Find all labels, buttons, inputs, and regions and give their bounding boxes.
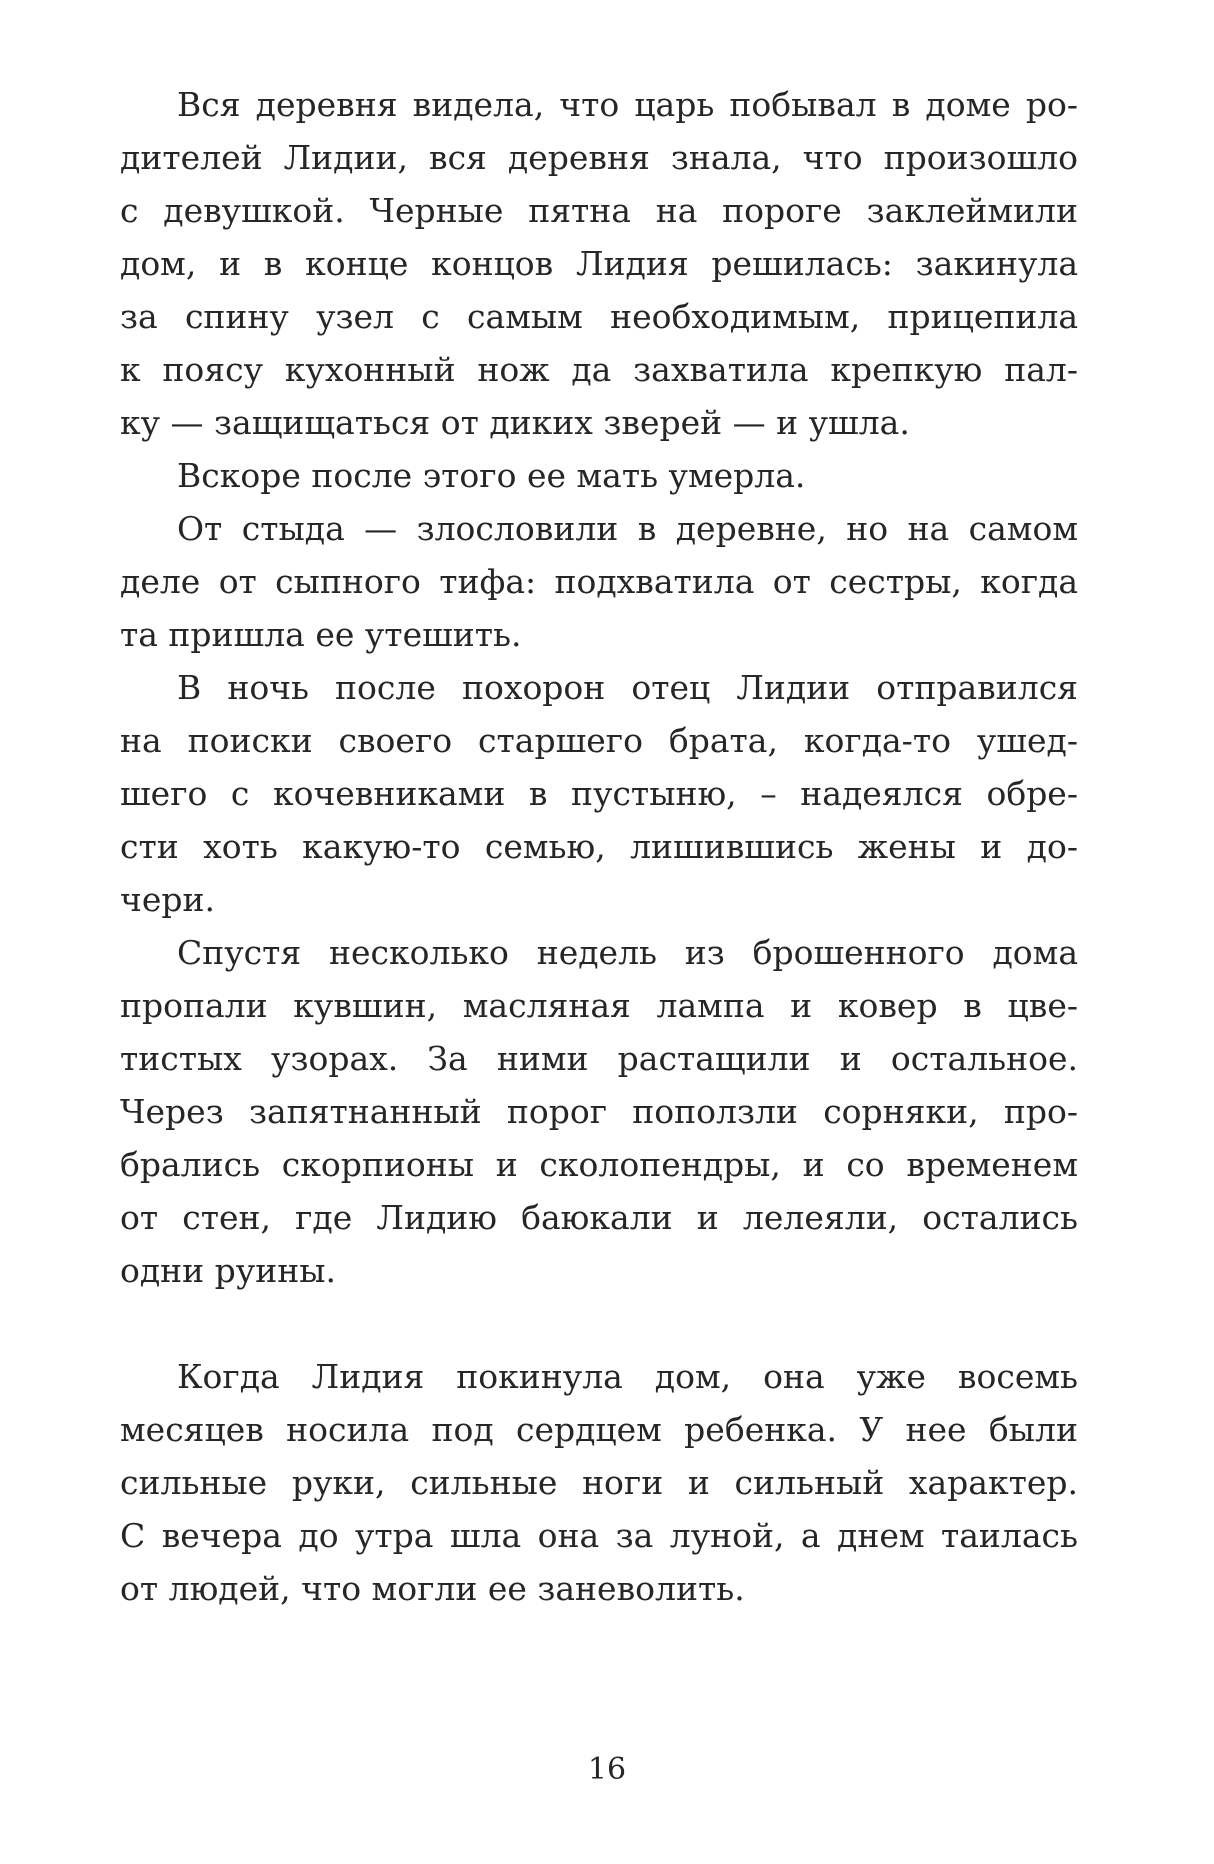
text-line: Вся деревня видела, что царь побывал в доме ро- — [177, 85, 1078, 124]
text-line: Когда Лидия покинула дом, она уже восемь — [177, 1357, 1078, 1396]
paragraph — [120, 502, 1078, 661]
text-line: за спину узел с самым необходимым, прицепила — [120, 297, 1078, 336]
page-number: 16 — [587, 1752, 627, 1787]
section-break — [120, 1297, 1078, 1350]
paragraph — [120, 661, 1078, 926]
paragraph — [120, 926, 1078, 1297]
text-line: сти хоть какую-то семью, лишившись жены и до- — [120, 827, 1078, 866]
text-line: дителей Лидии, вся деревня знала, что произошло — [120, 138, 1078, 177]
text-line: месяцев носила под сердцем ребенка. У нее были — [120, 1410, 1078, 1449]
text-line: чери. — [120, 880, 215, 919]
text-line: та пришла ее утешить. — [120, 615, 522, 654]
text-line: тистых узорах. За ними растащили и остальное. — [120, 1039, 1078, 1078]
text-line: от людей, что могли ее заневолить. — [120, 1569, 745, 1608]
text-line: от стен, где Лидию баюкали и лелеяли, остались — [120, 1198, 1078, 1237]
text-line: сильные руки, сильные ноги и сильный характер. — [120, 1463, 1078, 1502]
body-text — [120, 78, 1078, 1615]
text-line: Вскоре после этого ее мать умерла. — [177, 456, 806, 495]
text-line: В ночь после похорон отец Лидии отправился — [177, 668, 1078, 707]
text-line: деле от сыпного тифа: подхватила от сестры, когда — [120, 562, 1078, 601]
text-line: Через запятнанный порог поползли сорняки, про- — [120, 1092, 1078, 1131]
text-line: ку — защищаться от диких зверей — и ушла. — [120, 403, 910, 442]
text-line: От стыда — злословили в деревне, но на самом — [177, 509, 1078, 548]
paragraph — [120, 449, 1078, 502]
text-line: с девушкой. Черные пятна на пороге заклеймили — [120, 191, 1078, 230]
text-line: дом, и в конце концов Лидия решилась: закинула — [120, 244, 1078, 283]
text-line: С вечера до утра шла она за луной, а днем таилась — [120, 1516, 1078, 1555]
paragraph — [120, 1350, 1078, 1615]
text-line: одни руины. — [120, 1251, 336, 1290]
text-line: на поиски своего старшего брата, когда-то ушед- — [120, 721, 1078, 760]
text-line: Спустя несколько недель из брошенного дома — [177, 933, 1078, 972]
paragraph — [120, 78, 1078, 449]
text-line: шего с кочевниками в пустыню, – надеялся обре- — [120, 774, 1078, 813]
text-line: к поясу кухонный нож да захватила крепкую пал- — [120, 350, 1078, 389]
text-line: брались скорпионы и сколопендры, и со временем — [120, 1145, 1078, 1184]
text-line: пропали кувшин, масляная лампа и ковер в цве- — [120, 986, 1078, 1025]
